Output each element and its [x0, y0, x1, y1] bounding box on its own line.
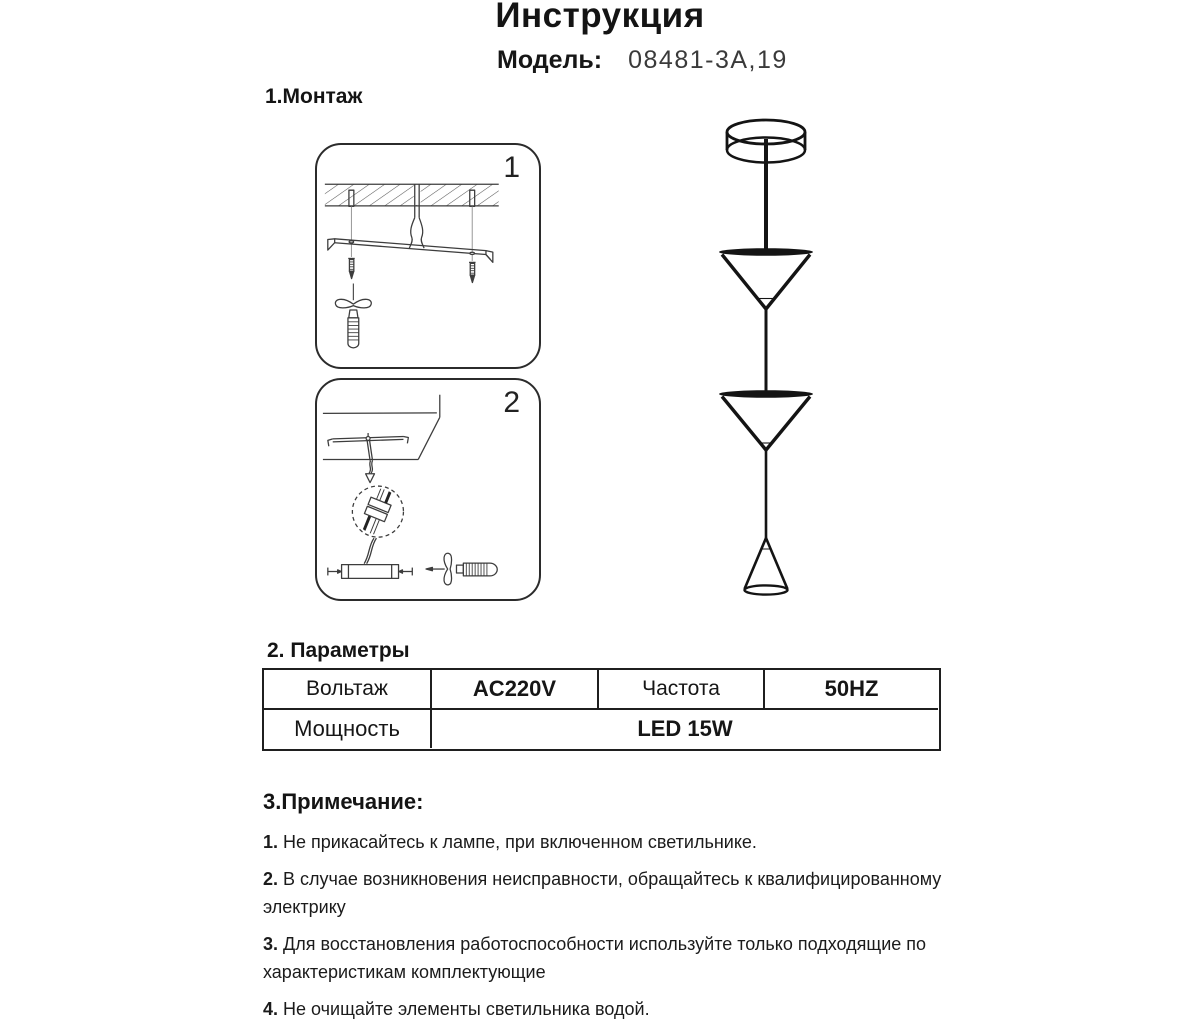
note-item-4 [263, 995, 953, 1023]
parameters-heading: 2. Параметры [267, 639, 410, 663]
power-value-cell: LED 15W [430, 708, 938, 748]
alignment-lines [351, 206, 472, 261]
step2-number: 2 [503, 388, 520, 418]
page-title: Инструкция [0, 0, 1200, 36]
canopy-plate [328, 565, 412, 579]
lamp-shade-2 [719, 390, 813, 450]
montage-step1-figure [315, 143, 541, 369]
note-item-1 [263, 828, 953, 856]
note-number: 2. [263, 869, 278, 889]
note-text: В случае возникновения неисправности, обращайтесь к квалифицированному электрику [263, 869, 941, 917]
voltage-value-cell: AC220V [430, 670, 597, 708]
note-number: 4. [263, 999, 278, 1019]
terminal-block-detail [357, 481, 398, 541]
frequency-label-cell: Частота [597, 670, 763, 708]
note-number: 3. [263, 934, 278, 954]
frequency-value-cell: 50HZ [763, 670, 938, 708]
note-text: Для восстановления работоспособности используйте только подходящие по характеристикам комплектующие [263, 934, 926, 982]
lamp-shade-1 [719, 248, 813, 309]
step1-number: 1 [503, 153, 520, 183]
screwdriver [335, 284, 371, 348]
model-line [497, 46, 788, 75]
notes-heading: 3.Примечание: [263, 789, 423, 815]
power-label-cell: Мощность [264, 708, 430, 748]
note-text: Не прикасайтесь к лампе, при включенном светильнике. [283, 832, 757, 852]
model-label: Модель: [497, 46, 602, 75]
model-value: 08481-3A,19 [628, 46, 788, 75]
montage-heading: 1.Монтаж [265, 85, 362, 109]
voltage-label-cell: Вольтаж [264, 670, 430, 708]
note-number: 1. [263, 832, 278, 852]
lamp-shade-bottom [745, 538, 788, 595]
note-item-3 [263, 930, 953, 986]
ceiling-panel [323, 395, 440, 460]
parameters-table [262, 668, 941, 751]
pendant-lamp-drawing [678, 105, 858, 605]
anchor-screw-right [469, 262, 475, 282]
lower-wire [364, 538, 376, 564]
anchor-screw-left [348, 258, 354, 278]
note-text: Не очищайте элементы светильника водой. [283, 999, 650, 1019]
ceiling-hatch [325, 184, 499, 206]
notes-list [263, 828, 953, 1032]
supply-wire [366, 461, 375, 483]
hanger-bracket [328, 433, 409, 460]
cable-gripper-tool [426, 553, 497, 585]
note-item-2 [263, 865, 953, 921]
detail-callout-circle [352, 486, 403, 537]
montage-step2-figure [315, 378, 541, 601]
